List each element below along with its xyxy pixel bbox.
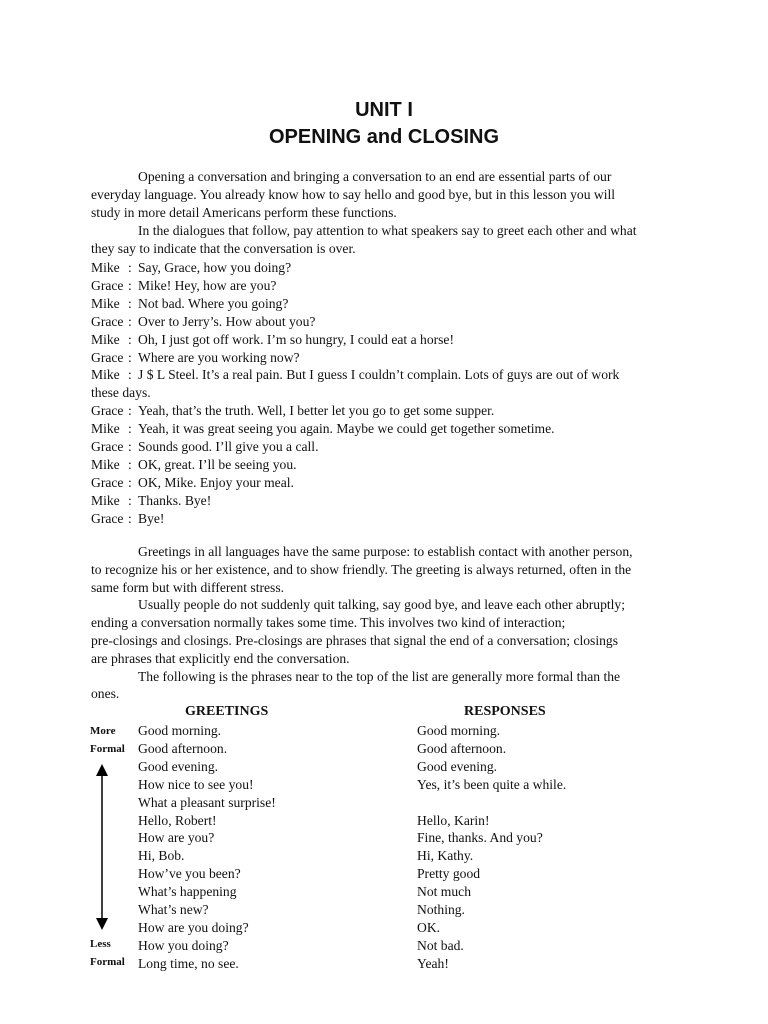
speaker-colon: : [128,421,132,437]
dialogue-line [91,420,711,438]
response-phrase: Nothing. [417,902,465,917]
speaker-colon: : [128,277,132,293]
dialogue-text: OK, Mike. Enjoy your meal. [138,474,294,490]
dialogue-text: Over to Jerry’s. How about you? [138,313,316,329]
dialogue-text: Thanks. Bye! [138,492,212,508]
response-phrase: Pretty good [417,866,481,882]
greeting-phrase: How are you doing? [138,919,249,935]
dialogue-line [91,277,711,295]
less-formal-label: Formal [90,956,125,968]
dialogue-text: Yeah, that’s the truth. Well, I better let you go to get some supper. [138,403,495,419]
speaker-colon: : [128,349,132,365]
response-phrase: Yeah! [417,955,449,971]
response-phrase: Good evening. [417,758,498,774]
speaker-name: Mike [91,492,120,508]
speaker-name: Grace [91,313,124,329]
paragraph-line: ones. [91,686,120,702]
speaker-colon: : [128,492,132,508]
paragraph-line: pre-closings and closings. Pre-closings are phrases that signal the end of a conversation; closings [91,633,619,648]
greetings-header: GREETINGS [185,704,269,719]
speaker-colon: : [128,367,132,383]
greeting-phrase: What’s new? [138,902,209,917]
greeting-phrase: Good evening. [138,758,219,774]
responses-header: RESPONSES [464,704,546,719]
speaker-colon: : [128,260,132,275]
dialogue-line [91,510,711,528]
dialogue-text: these days. [91,385,151,401]
dialogue-text: Say, Grace, how you doing? [138,260,292,275]
formality-arrow-icon [92,762,112,934]
dialogue-line [91,384,711,402]
response-phrase: Fine, thanks. And you? [417,830,543,846]
paragraph-line: same form but with different stress. [91,579,285,595]
greeting-phrase: How you doing? [138,937,229,953]
dialogue-line [91,366,711,384]
dialogue-text: Bye! [138,510,165,526]
speaker-colon: : [128,331,132,347]
dialogue-text: Sounds good. I’ll give you a call. [138,439,319,454]
speaker-name: Mike [91,367,120,383]
paragraph-line: The following is the phrases near to the top of the list are generally more formal than the [138,668,621,684]
speaker-name: Grace [91,474,124,490]
dialogue-text: Not bad. Where you going? [138,295,289,311]
dialogue-line [91,474,711,492]
greeting-phrase: What a pleasant surprise! [138,794,276,810]
response-phrase: Good morning. [417,723,501,738]
response-phrase: Not much [417,884,471,900]
response-phrase: Good afternoon. [417,740,507,756]
paragraph-line: they say to indicate that the conversation is over. [91,241,356,256]
dialogue-line [91,313,711,331]
paragraph-line: study in more detail Americans perform these functions. [91,205,397,220]
greeting-phrase: What’s happening [138,884,237,900]
dialogue-text: OK, great. I’ll be seeing you. [138,456,297,472]
greeting-phrase: How are you? [138,830,215,846]
dialogue-text: Mike! Hey, how are you? [138,277,277,293]
less-label: Less [90,938,111,950]
dialogue-line [91,349,711,367]
greeting-phrase: Long time, no see. [138,955,239,971]
paragraph-line: everyday language. You already know how to say hello and good bye, but in this lesson you will [91,187,616,202]
response-phrase: Not bad. [417,937,464,953]
speaker-name: Mike [91,456,120,472]
speaker-name: Grace [91,510,124,526]
dialogue-text: Yeah, it was great seeing you again. Maybe we could get together sometime. [138,421,555,437]
speaker-name: Grace [91,439,124,454]
paragraph-line: ending a conversation normally takes some time. This involves two kind of interaction; [91,615,566,631]
greeting-phrase: Hello, Robert! [138,812,217,828]
speaker-name: Grace [91,403,124,419]
more-formal-label: Formal [90,743,125,755]
greeting-phrase: Good afternoon. [138,740,228,756]
response-phrase: Hi, Kathy. [417,848,474,864]
speaker-colon: : [128,474,132,490]
paragraph-line: Opening a conversation and bringing a conversation to an end are essential parts of our [138,169,612,184]
dialogue-line [91,492,711,510]
dialogue-text: Where are you working now? [138,349,300,365]
greeting-phrase: How’ve you been? [138,866,241,882]
paragraph-line: In the dialogues that follow, pay attention to what speakers say to greet each other and what [138,223,637,238]
speaker-name: Grace [91,277,124,293]
speaker-colon: : [128,510,132,526]
more-label: More [90,725,116,737]
dialogue-text: J $ L Steel. It’s a real pain. But I guess I couldn’t complain. Lots of guys are out of work [138,367,620,383]
speaker-colon: : [128,295,132,311]
lesson-title: OPENING and CLOSING [268,126,500,148]
dialogue-line [91,456,711,474]
greeting-phrase: How nice to see you! [138,776,254,792]
greeting-phrase: Good morning. [138,723,222,738]
dialogue-line [91,331,711,349]
response-phrase: Hello, Karin! [417,812,490,828]
speaker-name: Mike [91,295,120,311]
speaker-colon: : [128,456,132,472]
response-phrase: Yes, it’s been quite a while. [417,776,567,792]
dialogue-line [91,402,711,420]
paragraph-line: are phrases that explicitly end the conversation. [91,650,350,666]
dialogue-line [91,295,711,313]
speaker-colon: : [128,403,132,419]
speaker-colon: : [128,313,132,329]
paragraph-line: Usually people do not suddenly quit talking, say good bye, and leave each other abruptly; [138,597,625,613]
paragraph-line: Greetings in all languages have the same purpose: to establish contact with another person, [138,544,633,559]
dialogue-text: Oh, I just got off work. I’m so hungry, I could eat a horse! [138,331,454,347]
dialogue-line [91,438,711,456]
unit-title: UNIT I [355,99,413,121]
paragraph-line: to recognize his or her existence, and to show friendly. The greeting is always returned, often in the [91,561,632,577]
speaker-colon: : [128,439,132,454]
speaker-name: Mike [91,421,120,437]
speaker-name: Grace [91,349,124,365]
response-phrase: OK. [417,919,441,935]
speaker-name: Mike [91,260,120,275]
dialogue-line [91,259,711,277]
greeting-phrase: Hi, Bob. [138,848,185,864]
speaker-name: Mike [91,331,120,347]
